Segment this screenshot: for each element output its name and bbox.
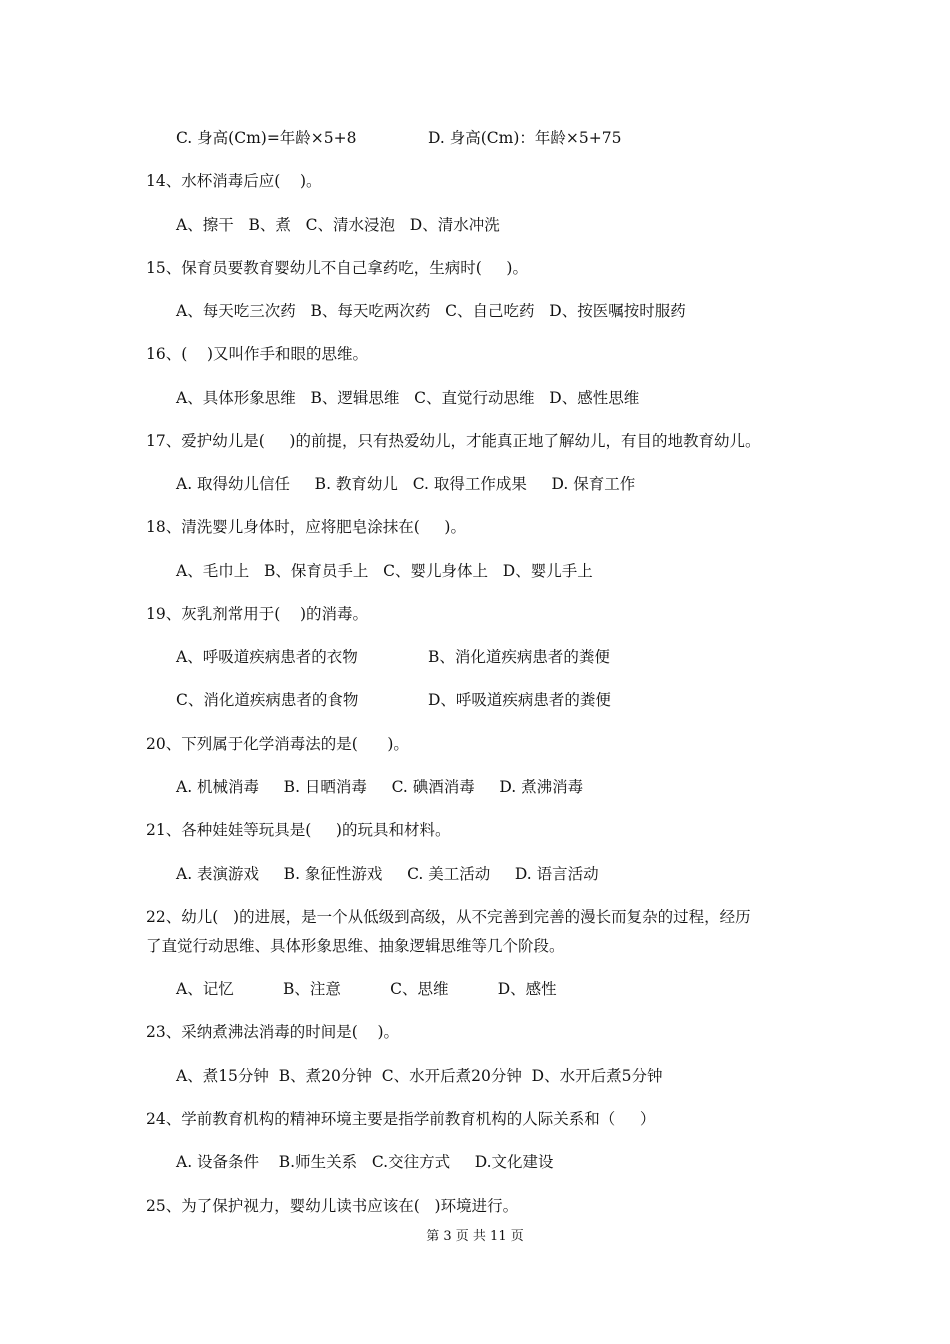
question-22-line-1: 22、幼儿( )的进展，是一个从低级到高级，从不完善到完善的漫长而复杂的过程，经历 xyxy=(146,908,751,926)
question-19: 19、灰乳剂常用于( )的消毒。 xyxy=(146,605,369,623)
question-20-options: A. 机械消毒 B. 日晒消毒 C. 碘酒消毒 D. 煮沸消毒 xyxy=(176,778,584,796)
question-23: 23、采纳煮沸法消毒的时间是( )。 xyxy=(146,1023,400,1041)
question-18-options: A、毛巾上 B、保育员手上 C、婴儿身体上 D、婴儿手上 xyxy=(176,562,593,580)
question-18: 18、清洗婴儿身体时，应将肥皂涂抹在( )。 xyxy=(146,518,466,536)
question-21: 21、各种娃娃等玩具是( )的玩具和材料。 xyxy=(146,821,451,839)
question-25: 25、为了保护视力，婴幼儿读书应该在( )环境进行。 xyxy=(146,1197,519,1215)
question-15: 15、保育员要教育婴幼儿不自己拿药吃，生病时( )。 xyxy=(146,259,528,277)
question-19-option-b: B、消化道疾病患者的粪便 xyxy=(428,648,610,666)
question-17: 17、爱护幼儿是( )的前提，只有热爱幼儿，才能真正地了解幼儿，有目的地教育幼儿。 xyxy=(146,432,761,450)
question-16-options: A、具体形象思维 B、逻辑思维 C、直觉行动思维 D、感性思维 xyxy=(176,389,640,407)
question-16: 16、( )又叫作手和眼的思维。 xyxy=(146,345,369,363)
question-21-options: A. 表演游戏 B. 象征性游戏 C. 美工活动 D. 语言活动 xyxy=(176,865,599,883)
question-24-options: A. 设备条件 B.师生关系 C.交往方式 D.文化建设 xyxy=(176,1153,554,1171)
question-19-option-a: A、呼吸道疾病患者的衣物 xyxy=(176,648,358,666)
q13-option-c: C. 身高(Cm)=年龄×5+8 xyxy=(176,129,357,147)
question-15-options: A、每天吃三次药 B、每天吃两次药 C、自己吃药 D、按医嘱按时服药 xyxy=(176,302,686,320)
question-22-options: A、记忆 B、注意 C、思维 D、感性 xyxy=(176,980,557,998)
question-14: 14、水杯消毒后应( )。 xyxy=(146,172,322,190)
question-19-option-c: C、消化道疾病患者的食物 xyxy=(176,691,359,709)
question-19-option-d: D、呼吸道疾病患者的粪便 xyxy=(428,691,611,709)
question-14-options: A、擦干 B、煮 C、清水浸泡 D、清水冲洗 xyxy=(176,216,500,234)
question-24: 24、学前教育机构的精神环境主要是指学前教育机构的人际关系和（ ） xyxy=(146,1110,656,1128)
q13-option-d: D. 身高(Cm)：年龄×5+75 xyxy=(428,129,622,147)
question-22-line-2: 了直觉行动思维、具体形象思维、抽象逻辑思维等几个阶段。 xyxy=(146,937,565,955)
question-23-options: A、煮15分钟 B、煮20分钟 C、水开后煮20分钟 D、水开后煮5分钟 xyxy=(176,1067,663,1085)
question-20: 20、下列属于化学消毒法的是( )。 xyxy=(146,735,409,753)
question-17-options: A. 取得幼儿信任 B. 教育幼儿 C. 取得工作成果 D. 保育工作 xyxy=(176,475,636,493)
page-footer: 第 3 页 共 11 页 xyxy=(426,1229,524,1244)
